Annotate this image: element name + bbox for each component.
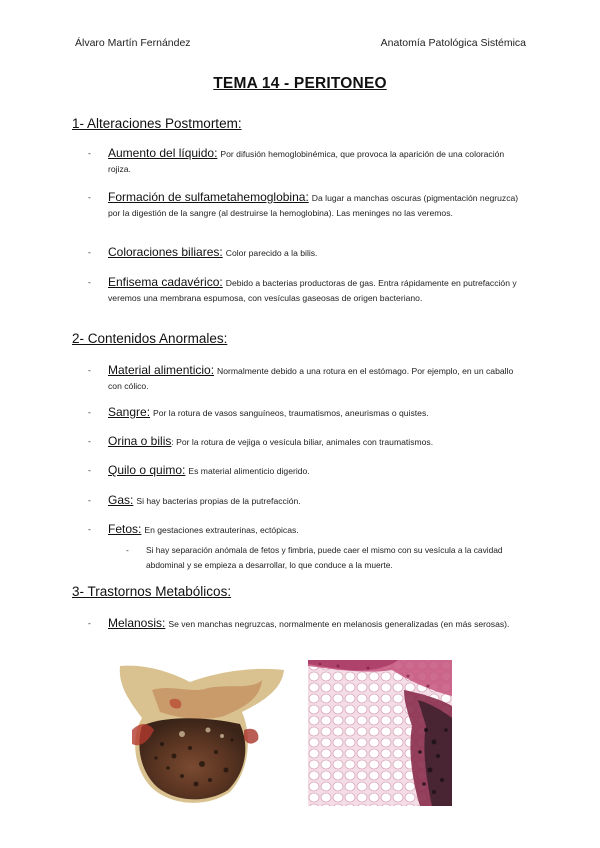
sub-list-item	[126, 543, 528, 573]
item-text: Normalmente debido a una rotura en el estómago. Por ejemplo, en un caballo con cólico.	[108, 366, 514, 391]
bullet-dash: -	[88, 465, 91, 475]
item-text: Debido a bacterias productoras de gas. Entra rápidamente en putrefacción y veremos una membrana espumosa, con vesículas gaseosas de origen bacteriano.	[108, 278, 517, 303]
list-item	[88, 405, 528, 421]
bullet-dash: -	[88, 524, 91, 534]
item-term: Formación de sulfametahemoglobina:	[108, 190, 309, 204]
item-text: Por difusión hemoglobinémica, que provoca la aparición de una coloración rojiza.	[108, 149, 505, 174]
item-term: Aumento del líquido:	[108, 146, 218, 160]
item-text: Si hay bacterias propias de la putrefacción.	[136, 496, 301, 506]
melanosis-histology-photo	[308, 660, 452, 806]
bullet-dash: -	[88, 365, 91, 375]
item-term: Quilo o quimo:	[108, 463, 186, 477]
list-item	[88, 522, 528, 538]
header-course: Anatomía Patológica Sistémica	[380, 37, 526, 49]
list-item	[88, 245, 528, 261]
section-heading-contenidos: 2- Contenidos Anormales:	[72, 331, 228, 346]
bullet-dash: -	[88, 407, 91, 417]
item-term: Melanosis:	[108, 616, 166, 630]
bullet-dash: -	[88, 148, 91, 158]
bullet-dash: -	[88, 618, 91, 628]
item-term: Sangre:	[108, 405, 151, 419]
list-item	[88, 275, 528, 319]
item-text: Se ven manchas negruzcas, normalmente en melanosis generalizadas (en más serosas).	[168, 619, 510, 629]
sub-item-text: Si hay separación anómala de fetos y fimbria, puede caer el mismo con su vesícula a la cavidad abdominal y se empieza a desarrollar, lo que conduce a la muerte.	[146, 545, 503, 570]
list-item	[88, 146, 528, 176]
list-item	[88, 493, 528, 509]
item-text: En gestaciones extrauterinas, ectópicas.	[144, 525, 299, 535]
item-text: Color parecido a la bilis.	[225, 248, 318, 258]
melanosis-gross-specimen-photo	[112, 660, 290, 810]
page-title: TEMA 14 - PERITONEO	[213, 75, 387, 92]
item-term: Gas:	[108, 493, 134, 507]
item-text: Por la rotura de vasos sanguíneos, traumatismos, aneurismas o quistes.	[153, 408, 429, 418]
item-term: Fetos:	[108, 522, 142, 536]
list-item	[88, 463, 528, 479]
item-term: Enfisema cadavérico:	[108, 275, 223, 289]
bullet-dash: -	[88, 247, 91, 257]
bullet-dash: -	[126, 545, 129, 555]
section-heading-metabolicos: 3- Trastornos Metabólicos:	[72, 584, 232, 599]
item-text: Es material alimenticio digerido.	[188, 466, 310, 476]
bullet-dash: -	[88, 277, 91, 287]
list-item	[88, 363, 528, 393]
item-term: Material alimenticio:	[108, 363, 215, 377]
item-term: Orina o bilis	[108, 434, 172, 448]
bullet-dash: -	[88, 192, 91, 202]
section-heading-postmortem: 1- Alteraciones Postmortem:	[72, 116, 242, 131]
item-text: Da lugar a manchas oscuras (pigmentación negruzca) por la digestión de la sangre (al destruirse la hemoglobina). Las meninges no las veremos.	[108, 193, 519, 218]
list-item	[88, 434, 528, 450]
list-item	[88, 190, 528, 234]
header-author: Álvaro Martín Fernández	[75, 37, 191, 49]
bullet-dash: -	[88, 495, 91, 505]
bullet-dash: -	[88, 436, 91, 446]
item-term: Coloraciones biliares:	[108, 245, 223, 259]
item-text: : Por la rotura de vejiga o vesícula biliar, animales con traumatismos.	[171, 437, 434, 447]
list-item	[88, 616, 528, 646]
